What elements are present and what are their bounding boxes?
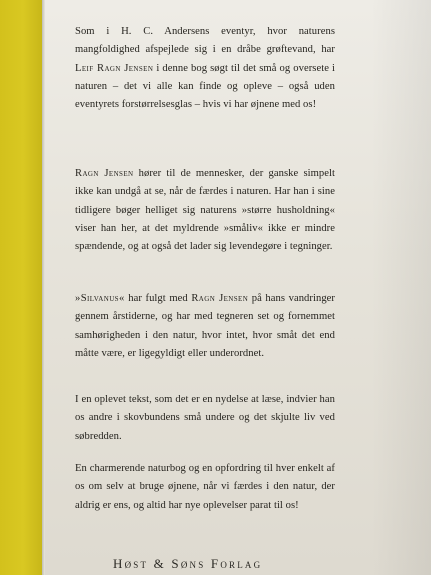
blurb-paragraph-4 xyxy=(75,391,335,446)
blurb-paragraph-5 xyxy=(75,460,335,515)
paragraph-2-body: hører til de mennesker, der ganske simpelt ikke kan undgå at se, når de færdes i naturen. Har han i sine tidligere bøger helliget sig naturens »større husholdning« viser han her, at det myldrende »småliv« ikke er mindre spændende, og at også det lader sig levendegøre i tegninger. xyxy=(75,168,335,253)
blurb-paragraph-3 xyxy=(75,290,335,363)
author-name: Ragn Jensen xyxy=(75,168,134,179)
author-name: Leif Ragn Jensen xyxy=(75,62,154,74)
page-shading xyxy=(371,0,431,575)
paragraph-4-body: I en oplevet tekst, som det er en nydelse at læse, indvier han os andre i skovbundens små undere og det skjulte liv ved søbredden. xyxy=(75,394,335,442)
paragraph-3-body: på hans vandringer gennem årstiderne, og har med tegneren set og fornemmet samhørigheden i den natur, hvor intet, hvor småt det end måtte være, er ligegyldigt eller underordnet. xyxy=(75,293,335,359)
paragraph-3-connector: har fulgt med xyxy=(124,293,192,304)
publisher-imprint: Høst & Søns Forlag xyxy=(113,556,263,571)
paragraph-1-intro: Som i H. C. Andersens eventyr, hvor naturens mangfoldighed afspejlede sig i en dråbe grøftevand, har xyxy=(75,26,335,56)
paragraph-1-body: i denne bog søgt til det små og oversete i naturen – det vi alle kan finde og opleve – også uden eventyrets forstørrelsesglas – hvis vi har øjnene med os! xyxy=(75,62,336,111)
silvanus-title: »Silvanus« xyxy=(75,293,125,304)
back-cover-page xyxy=(45,0,431,575)
author-name: Ragn Jensen xyxy=(191,293,249,304)
paragraph-5-body: En charmerende naturbog og en opfordring til hver enkelt af os om selv at bruge øjnene, når vi færdes i den natur, der aldrig er ens, og altid har nye oplevelser parat til os! xyxy=(75,463,335,511)
book-spine-yellow xyxy=(0,0,42,575)
blurb-paragraph-2 xyxy=(75,165,335,256)
blurb-paragraph-1 xyxy=(75,23,335,114)
